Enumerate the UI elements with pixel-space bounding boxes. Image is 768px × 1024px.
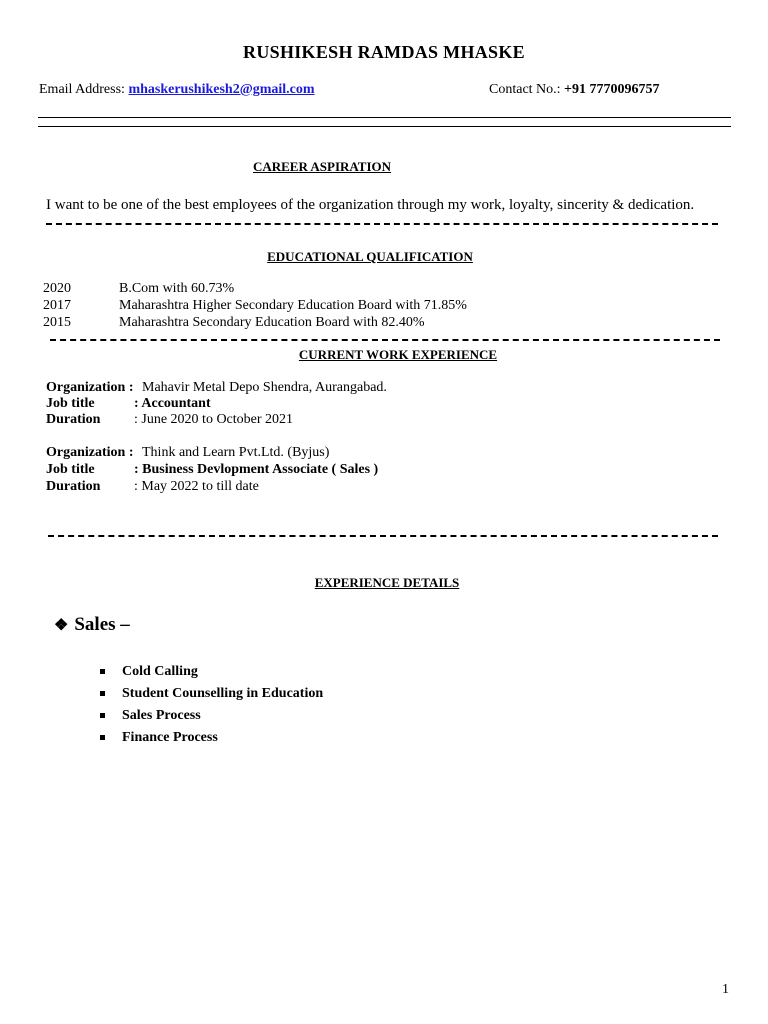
square-bullet-icon — [100, 713, 105, 718]
job-title: : Business Devlopment Associate ( Sales ) — [134, 462, 379, 477]
divider — [48, 535, 718, 537]
job-title-label: Job title — [46, 396, 95, 411]
resume-name: RUSHIKESH RAMDAS MHASKE — [243, 42, 525, 62]
sales-title-text: Sales – — [74, 614, 130, 635]
list-item: Cold Calling — [122, 664, 198, 679]
sales-section-title — [54, 614, 130, 636]
square-bullet-icon — [100, 735, 105, 740]
edu-detail: Maharashtra Higher Secondary Education Board with 71.85% — [119, 298, 467, 313]
edu-year: 2017 — [43, 298, 71, 313]
diamond-bullet-icon: ❖ — [54, 617, 69, 634]
divider — [50, 339, 720, 341]
contact-label: Contact No.: — [489, 82, 565, 97]
education-heading: EDUCATIONAL QUALIFICATION — [267, 249, 473, 264]
job-title: : Accountant — [134, 396, 211, 411]
email-row — [39, 82, 315, 98]
square-bullet-icon — [100, 691, 105, 696]
email-link[interactable]: mhaskerushikesh2@gmail.com — [128, 82, 315, 97]
email-label: Email Address: — [39, 82, 129, 97]
edu-year: 2015 — [43, 315, 71, 330]
job-org: Mahavir Metal Depo Shendra, Aurangabad. — [142, 380, 387, 395]
work-heading: CURRENT WORK EXPERIENCE — [298, 347, 498, 362]
page-number: 1 — [722, 982, 729, 997]
header-rule-bottom — [38, 126, 731, 127]
job-org-label: Organization : — [46, 445, 134, 460]
contact-number: +91 7770096757 — [564, 82, 660, 97]
job-duration: : June 2020 to October 2021 — [134, 412, 294, 427]
job-duration-label: Duration — [46, 479, 101, 494]
edu-year: 2020 — [43, 281, 71, 296]
header-rule-top — [38, 117, 731, 118]
career-text: I want to be one of the best employees of the organization through my work, loyalty, sincerity & dedication. — [46, 197, 695, 213]
experience-heading: EXPERIENCE DETAILS — [314, 575, 460, 590]
list-item: Sales Process — [122, 708, 201, 723]
job-title-label: Job title — [46, 462, 95, 477]
job-duration-label: Duration — [46, 412, 101, 427]
job-org-label: Organization : — [46, 380, 134, 395]
square-bullet-icon — [100, 669, 105, 674]
job-duration: : May 2022 to till date — [134, 479, 259, 494]
edu-detail: B.Com with 60.73% — [119, 281, 235, 296]
job-org: Think and Learn Pvt.Ltd. (Byjus) — [142, 445, 330, 460]
career-heading: CAREER ASPIRATION — [252, 159, 392, 174]
divider — [46, 223, 718, 225]
edu-detail: Maharashtra Secondary Education Board with 82.40% — [119, 315, 425, 330]
list-item: Finance Process — [122, 730, 218, 745]
list-item: Student Counselling in Education — [122, 686, 324, 701]
contact-row — [489, 82, 660, 98]
